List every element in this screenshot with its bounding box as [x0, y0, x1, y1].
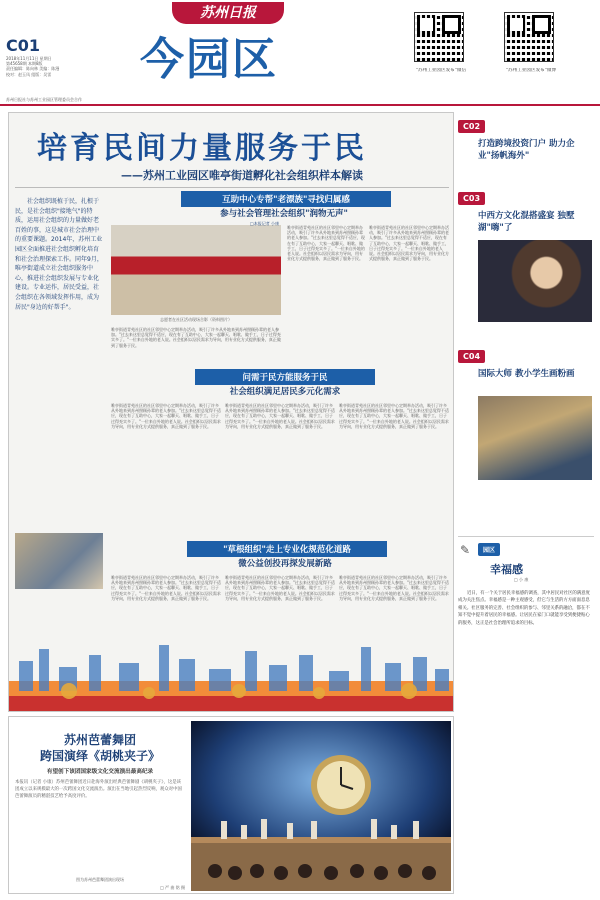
section3-sub: 微公益创投再探发展新路: [238, 559, 332, 569]
lead-subheadline: ——苏州工业园区唯亭街道孵化社会组织样本解读: [121, 169, 363, 182]
body-col-9: 唯亭街道青苑社区的社区邻里中心定期举办活动，吸引了许多从外地来到苏州照顾孙辈的老人参加。"过去来这里总觉得不适应，现在有了互助中心，大家一起聊天、唱歌、做手工，日子过得充实多了。"一位来自外地的老人说。社会组织以居民需求为导向，用专业化方式提供服务，真正做到了服务于民。: [339, 575, 449, 601]
paper-name: 苏州日报: [172, 2, 284, 24]
c03-tag[interactable]: C03: [458, 192, 485, 205]
c04-tag[interactable]: C04: [458, 350, 485, 363]
essay-body: 近日，有一个关于居民幸福感的调查，其中居民对社区的满意度成为关注焦点。幸福感是一种主观感受，但它与生活的方方面面息息相关。社区服务的完善、社会组织的参与、邻里关系的融洽，都在不知不觉中提升着居民的幸福感。让居民在家门口就能享受到便捷贴心的服务，这正是社会治理所追求的目标。: [458, 591, 590, 626]
qr-weibo-caption: "苏州工业园区发布"微博: [505, 68, 557, 73]
bottom-byline: □ 严 曲 铭 摄: [160, 885, 185, 890]
essay-byline: □ 小 康: [514, 577, 529, 582]
body-col-4: 唯亭街道青苑社区的社区邻里中心定期举办活动，吸引了许多从外地来到苏州照顾孙辈的老人参加。"过去来这里总觉得不适应，现在有了互助中心，大家一起聊天、唱歌、做手工，日子过得充实多了。"一位来自外地的老人说。社会组织以居民需求为导向，用专业化方式提供服务，真正做到了服务于民。: [111, 403, 221, 429]
pen-icon: ✎: [460, 543, 471, 557]
photo-caption: 志愿者在社区活动现场合影（资料图片）: [160, 317, 232, 322]
body-col-6: 唯亭街道青苑社区的社区邻里中心定期举办活动，吸引了许多从外地来到苏州照顾孙辈的老人参加。"过去来这里总觉得不适应，现在有了互助中心，大家一起聊天、唱歌、做手工，日子过得充实多了。"一位来自外地的老人说。社会组织以居民需求为导向，用专业化方式提供服务，真正做到了服务于民。: [339, 403, 449, 429]
column-label: 园区: [478, 543, 500, 556]
section2-sub: 社会组织满足居民多元化需求: [229, 387, 341, 397]
page-code: C01: [6, 36, 41, 55]
essay-title[interactable]: 幸福感: [490, 563, 523, 576]
bottom-headline2[interactable]: 跨国演绎《胡桃夹子》: [39, 749, 160, 763]
bottom-story: [8, 716, 454, 894]
section1-label: 互助中心专帮"老漂族"寻找归属感: [181, 191, 391, 207]
c02-title[interactable]: 打造跨境投资门户 助力企业"扬帆海外": [478, 139, 575, 161]
qr-weixin-caption: "苏州工业园区发布"微信: [415, 68, 467, 73]
qr-weixin[interactable]: [414, 12, 464, 62]
c04-photo: [478, 396, 592, 480]
lead-story: [8, 112, 454, 712]
masthead: [0, 0, 600, 106]
bottom-photo-caption: 图为苏州芭蕾舞团演出现场: [76, 877, 124, 882]
c02-tag[interactable]: C02: [458, 120, 485, 133]
meta-partner: 苏州日报社与苏州工业园区管理委员会合作: [6, 97, 82, 102]
body-col-3: 唯亭街道青苑社区的社区邻里中心定期举办活动，吸引了许多从外地来到苏州照顾孙辈的老人参加。"过去来这里总觉得不适应，现在有了互助中心，大家一起聊天、唱歌、做手工，日子过得充实多了。"一位来自外地的老人说。社会组织以居民需求为导向，用专业化方式提供服务，真正做到了服务于民。: [369, 225, 449, 262]
section3-label: "草根组织"走上专业化规范化道路: [187, 541, 387, 557]
intro-photo: [15, 533, 103, 589]
ballet-photo: [191, 721, 451, 891]
c04-title[interactable]: 国际大师 教小学生画粉画: [478, 369, 575, 379]
meta-block: 2018年11月11日 星期日 第45658期 本期8版 责任编辑：陈向林 美编：陈漫 校对：赵玉凤 组版：吴雷: [6, 56, 60, 77]
section-title: 今园区: [140, 34, 278, 85]
c03-title[interactable]: 中西方文化混搭盛宴 独墅湖"嗨"了: [478, 211, 575, 233]
bottom-body: 本报讯（记者 小康）苏州芭蕾舞团近日赴海外演出经典芭蕾舞剧《胡桃夹子》，这是该团成立以来规模最大的一次跨国文化交流演出。演出在当地引起热烈反响，观众对中国芭蕾舞演员的精湛技艺给予高度评价。: [15, 780, 182, 799]
body-col-2: 唯亭街道青苑社区的社区邻里中心定期举办活动，吸引了许多从外地来到苏州照顾孙辈的老人参加。"过去来这里总觉得不适应，现在有了互助中心，大家一起聊天、唱歌、做手工，日子过得充实多了。"一位来自外地的老人说。社会组织以居民需求为导向，用专业化方式提供服务，真正做到了服务于民。: [287, 225, 365, 262]
body-col-1: 唯亭街道青苑社区的社区邻里中心定期举办活动，吸引了许多从外地来到苏州照顾孙辈的老人参加。"过去来这里总觉得不适应，现在有了互助中心，大家一起聊天、唱歌、做手工，日子过得充实多了。"一位来自外地的老人说。社会组织以居民需求为导向，用专业化方式提供服务，真正做到了服务于民。: [111, 327, 281, 348]
bottom-headline1[interactable]: 苏州芭蕾舞团: [63, 733, 136, 747]
bottom-subhead: 有望创下该团国家级文化交流演出最高纪录: [46, 769, 154, 775]
divider: [15, 187, 449, 188]
qr-weibo[interactable]: [504, 12, 554, 62]
section2-label: 问需于民方能服务于民: [195, 369, 375, 385]
body-col-7: 唯亭街道青苑社区的社区邻里中心定期举办活动，吸引了许多从外地来到苏州照顾孙辈的老人参加。"过去来这里总觉得不适应，现在有了互助中心，大家一起聊天、唱歌、做手工，日子过得充实多了。"一位来自外地的老人说。社会组织以居民需求为导向，用专业化方式提供服务，真正做到了服务于民。: [111, 575, 221, 601]
event-photo: [111, 225, 281, 315]
skyline-decoration: [9, 641, 453, 711]
section1-sub: 参与社会管理社会组织"润物无声": [220, 209, 348, 219]
body-col-8: 唯亭街道青苑社区的社区邻里中心定期举办活动，吸引了许多从外地来到苏州照顾孙辈的老人参加。"过去来这里总觉得不适应，现在有了互助中心，大家一起聊天、唱歌、做手工，日子过得充实多了。"一位来自外地的老人说。社会组织以居民需求为导向，用专业化方式提供服务，真正做到了服务于民。: [225, 575, 335, 601]
body-col-5: 唯亭街道青苑社区的社区邻里中心定期举办活动，吸引了许多从外地来到苏州照顾孙辈的老人参加。"过去来这里总觉得不适应，现在有了互助中心，大家一起聊天、唱歌、做手工，日子过得充实多了。"一位来自外地的老人说。社会组织以居民需求为导向，用专业化方式提供服务，真正做到了服务于民。: [225, 403, 335, 429]
lead-byline: □本报记者 小康: [249, 221, 279, 226]
lead-headline[interactable]: 培育民间力量服务于民: [37, 131, 367, 166]
lead-intro: 社会组织既植于民，扎根于民，是社会组织"接地气"的特质，运用社会组织的力量做好老百姓的事，这是城市社会治理中的重要课题。2014年，苏州工业园区全面推进社会组织孵化培育和社会治理探索工作。同年9月，唯亭街道成立社会组织服务中心，推进社会组织发展与专业化建设。专业运作，居民受益，社会组织在各领域发挥作用，成为居民"身边的好帮手"。: [15, 198, 103, 311]
c03-photo: [478, 240, 592, 322]
